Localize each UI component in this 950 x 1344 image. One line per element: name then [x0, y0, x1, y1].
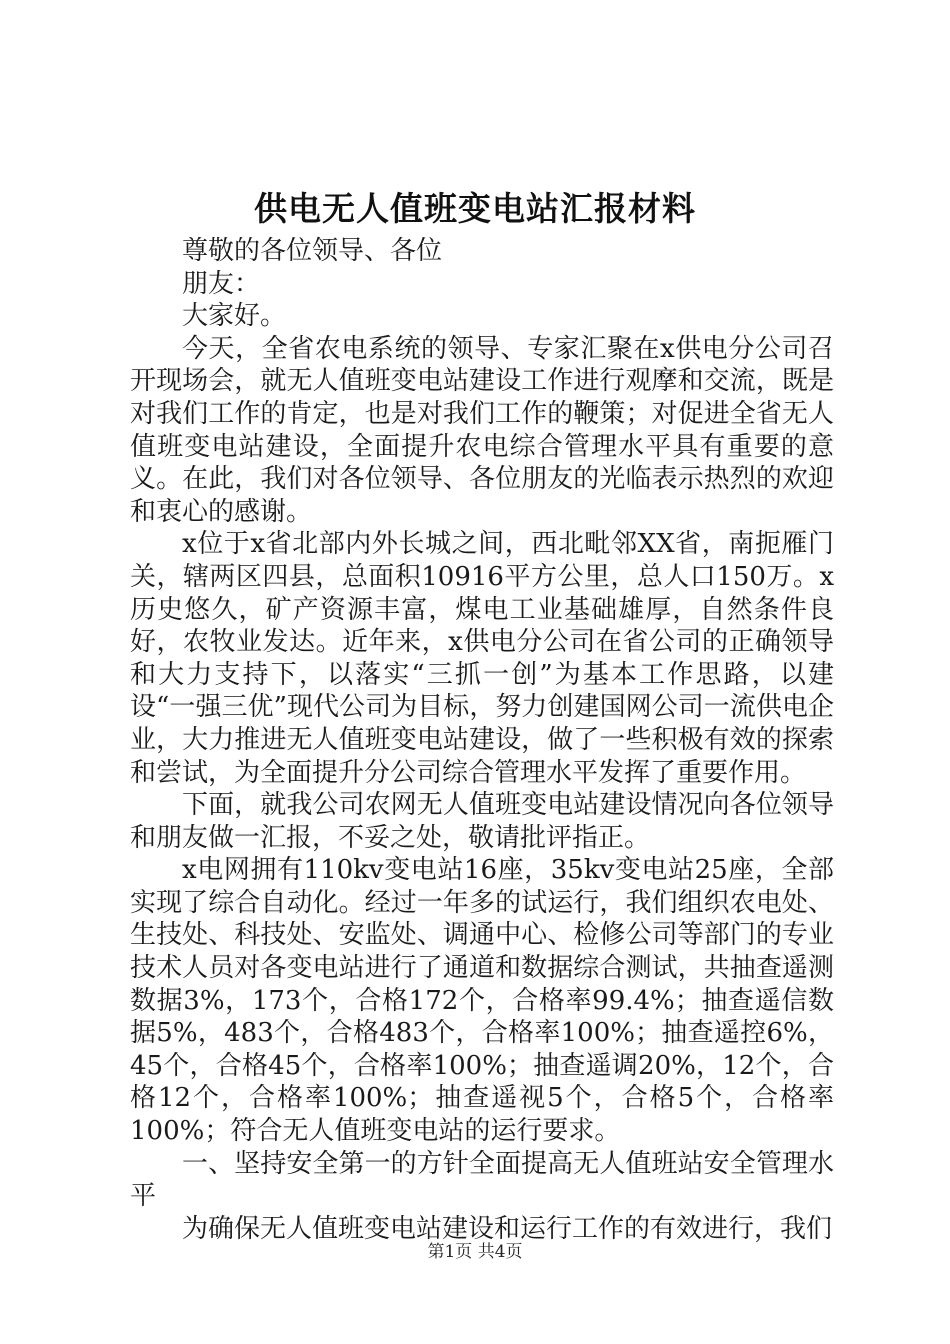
greeting-line-3: 大家好。	[182, 301, 287, 332]
document-body	[130, 235, 834, 1245]
paragraph-opening: 今天，全省农电系统的领导、专家汇聚在x供电分公司召开现场会，就无人值班变电站建设工作进行观摩和交流，既是对我们工作的肯定，也是对我们工作的鞭策；对促进全省无人值班变电站建设，全面提升农电综合管理水平具有重要的意义。在此，我们对各位领导、各位朋友的光临表示热烈的欢迎和衷心的感谢。	[130, 333, 834, 527]
paragraph-section-1-start: 为确保无人值班变电站建设和运行工作的有效进行，我们	[182, 1213, 833, 1244]
greeting-line-1: 尊敬的各位领导、各位	[182, 236, 443, 266]
page-number-footer: 第1页 共4页	[427, 1242, 523, 1262]
section-heading-1: 一、坚持安全第一的方针全面提高无人值班站安全管理水平	[130, 1148, 834, 1212]
document-title: 供电无人值班变电站汇报材料	[254, 189, 696, 228]
greeting-line-2: 朋友：	[182, 268, 261, 299]
paragraph-report-intro: 下面，就我公司农网无人值班变电站建设情况向各位领导和朋友做一汇报，不妥之处，敬请批评指正。	[130, 790, 834, 853]
paragraph-region-intro: x位于x省北部内外长城之间，西北毗邻XX省，南扼雁门关，辖两区四县，总面积10916平方公里，总人口150万。x历史悠久，矿产资源丰富，煤电工业基础雄厚，自然条件良好，农牧业发达。近年来，x供电分公司在省公司的正确领导和大力支持下，以落实“三抓一创”为基本工作思路，以建设“一强三优”现代公司为目标，努力创建国网公司一流供电企业，大力推进无人值班变电站建设，做了一些积极有效的探索和尝试，为全面提升分公司综合管理水平发挥了重要作用。	[130, 529, 834, 788]
paragraph-grid-stats: x电网拥有110kv变电站16座，35kv变电站25座，全部实现了综合自动化。经过一年多的试运行，我们组织农电处、生技处、科技处、安监处、调通中心、检修公司等部门的专业技术人员对各变电站进行了通道和数据综合测试，共抽查遥测数据3%，173个，合格172个，合格率99.4%；抽查遥信数据5%，483个，合格483个，合格率100%；抽查遥控6%，45个，合格45个，合格率100%；抽查遥调20%，12个，合格12个，合格率100%；抽查遥视5个，合格5个，合格率100%；符合无人值班变电站的运行要求。	[130, 855, 834, 1147]
